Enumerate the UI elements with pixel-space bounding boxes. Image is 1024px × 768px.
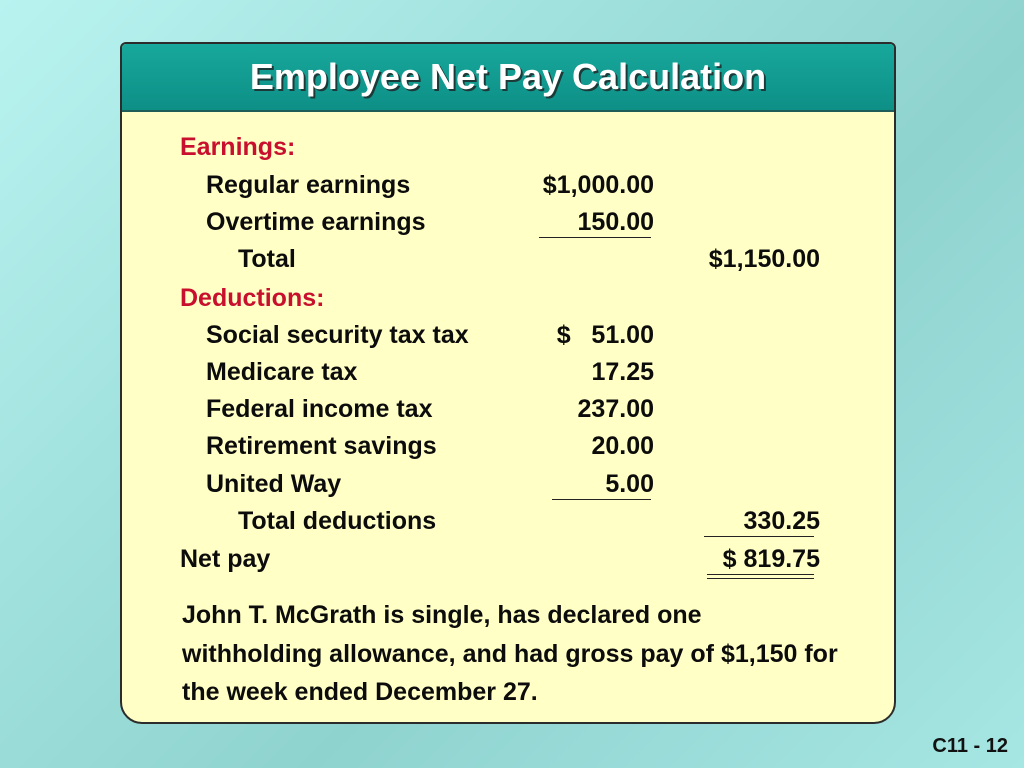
retirement-savings-label: Retirement savings: [206, 432, 437, 460]
earnings-total-amount: $1,150.00: [708, 245, 820, 273]
overtime-underline: [539, 237, 651, 238]
retirement-savings-amount: 20.00: [591, 432, 654, 460]
federal-income-tax-amount: 237.00: [577, 395, 654, 423]
social-security-label: Social security tax tax: [206, 321, 469, 349]
medicare-tax-amount: 17.25: [591, 358, 654, 386]
slide-card: [120, 42, 896, 724]
social-security-amount: $ 51.00: [556, 321, 654, 349]
medicare-tax-label: Medicare tax: [206, 358, 358, 386]
slide-title: Employee Net Pay Calculation: [249, 56, 767, 97]
slide-number: C11 - 12: [932, 735, 1008, 757]
net-pay-label: Net pay: [180, 545, 271, 573]
deductions-heading: Deductions:: [180, 284, 325, 312]
title-bar: [122, 44, 894, 112]
net-pay-double-underline-2: [707, 578, 814, 579]
scenario-description: John T. McGrath is single, has declared one withholding allowance, and had gross pay of $1,150 for the week ended December 27.: [182, 601, 838, 706]
overtime-earnings-label: Overtime earnings: [206, 208, 426, 236]
federal-income-tax-label: Federal income tax: [206, 395, 433, 423]
earnings-heading: Earnings:: [180, 133, 296, 161]
net-pay-amount: $ 819.75: [722, 545, 820, 573]
earnings-total-label: Total: [238, 245, 296, 273]
overtime-earnings-amount: 150.00: [577, 208, 654, 236]
united-way-label: United Way: [206, 470, 342, 498]
united-way-underline: [552, 499, 651, 500]
total-deductions-underline: [704, 536, 814, 537]
regular-earnings-amount: $1,000.00: [542, 171, 654, 199]
net-pay-double-underline-1: [707, 574, 814, 575]
united-way-amount: 5.00: [605, 470, 654, 498]
total-deductions-amount: 330.25: [743, 507, 820, 535]
regular-earnings-label: Regular earnings: [206, 171, 411, 199]
total-deductions-label: Total deductions: [238, 507, 437, 535]
